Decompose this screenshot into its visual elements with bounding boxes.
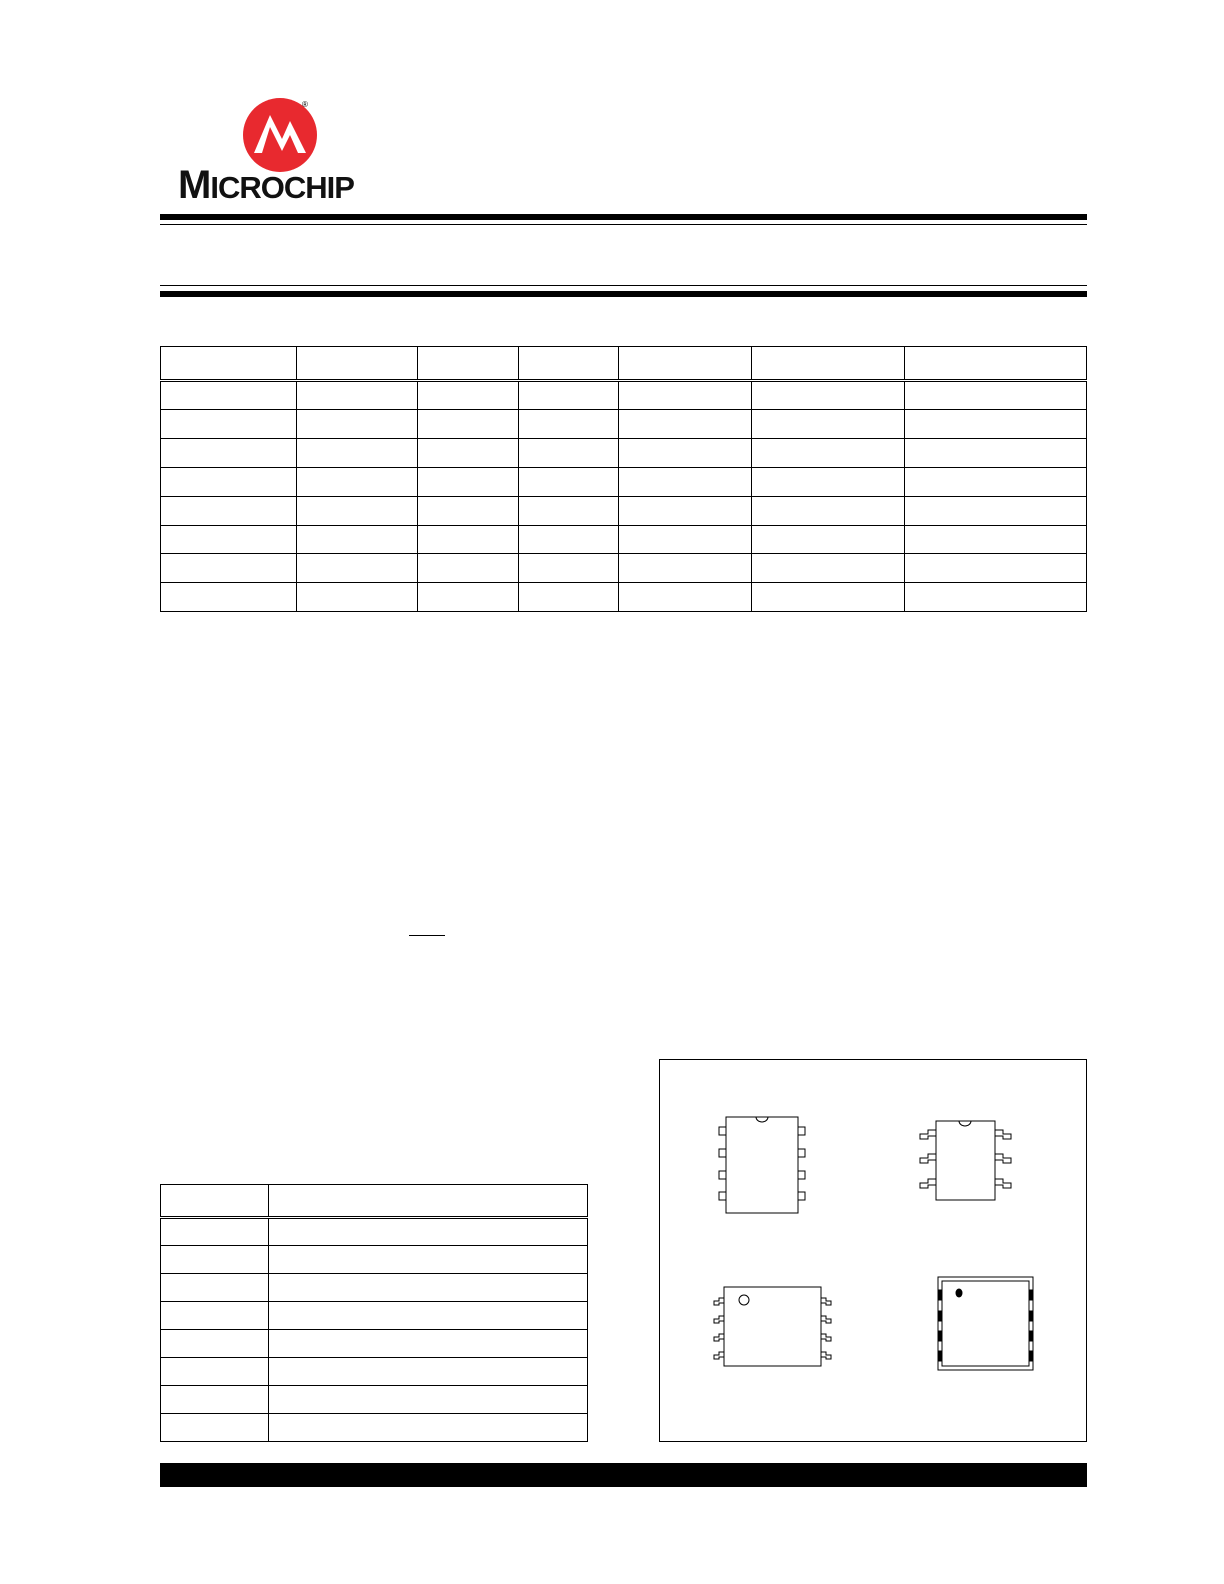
registered-mark: ® — [302, 100, 308, 109]
table-row — [161, 410, 1087, 439]
header-cell — [905, 347, 1087, 381]
table-row — [161, 1274, 588, 1302]
header-cell — [418, 347, 519, 381]
package-diagrams — [660, 1060, 1086, 1441]
brand-rest: ICROCHIP — [210, 170, 354, 205]
soic-package-icon — [920, 1121, 1011, 1200]
header-rule-thin — [160, 224, 1087, 225]
table-row — [161, 439, 1087, 468]
table-header-row — [161, 347, 1087, 381]
header-cell — [269, 1185, 588, 1218]
overbar-line — [409, 935, 445, 936]
header-cell — [519, 347, 619, 381]
package-types-box — [659, 1059, 1087, 1442]
header-cell — [297, 347, 418, 381]
table-row — [161, 467, 1087, 496]
footer-bar — [160, 1463, 1087, 1487]
title-rule-thick — [160, 291, 1087, 297]
table-row — [161, 583, 1087, 612]
header-cell — [752, 347, 905, 381]
table-row — [161, 554, 1087, 583]
table-row — [161, 1246, 588, 1274]
brand-initial: M — [178, 163, 211, 207]
dfn-package-icon — [938, 1277, 1033, 1370]
table-header-row — [161, 1185, 588, 1218]
header-cell — [161, 1185, 269, 1218]
device-selection-table — [160, 346, 1087, 612]
pin-function-table — [160, 1184, 588, 1442]
table-row — [161, 1414, 588, 1442]
table-row — [161, 1386, 588, 1414]
table-row — [161, 381, 1087, 410]
table-row — [161, 1330, 588, 1358]
microchip-logo-icon — [240, 95, 320, 175]
table-row — [161, 1218, 588, 1246]
table-row — [161, 1358, 588, 1386]
table-row — [161, 496, 1087, 525]
header-rule-thick — [160, 214, 1087, 220]
table-row — [161, 525, 1087, 554]
table-row — [161, 1302, 588, 1330]
msop-package-icon — [714, 1287, 831, 1366]
title-rule-thin — [160, 285, 1087, 286]
header-cell — [161, 347, 297, 381]
brand-wordmark — [178, 165, 354, 205]
pdip-package-icon — [719, 1117, 805, 1213]
header-cell — [619, 347, 752, 381]
